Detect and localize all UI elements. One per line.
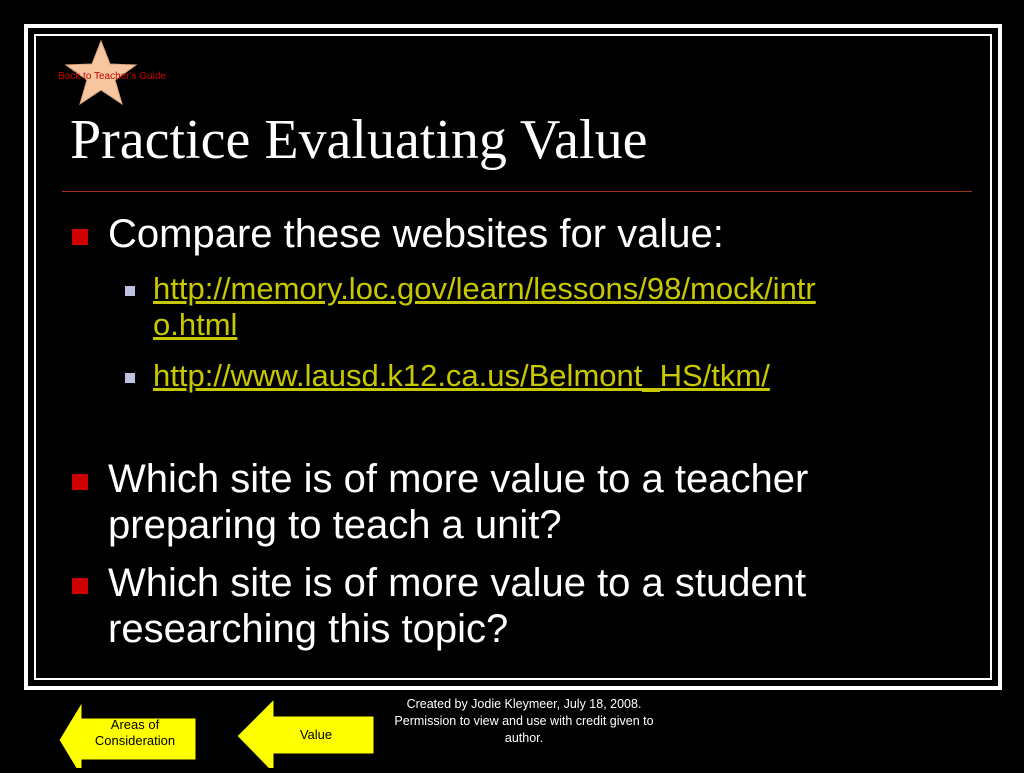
bullet-square-icon: [72, 578, 88, 594]
back-to-guide-link[interactable]: [58, 40, 166, 106]
link-lausd[interactable]: http://www.lausd.k12.ca.us/Belmont_HS/tkm/: [153, 358, 770, 393]
bullet-teacher: Which site is of more value to a teacher preparing to teach a unit?: [108, 456, 808, 548]
sub-bullet-icon: [125, 286, 135, 296]
value-label[interactable]: Value: [299, 727, 333, 742]
slide-title: Practice Evaluating Value: [70, 109, 648, 171]
bullet-text: Compare these websites for value:: [108, 212, 724, 256]
title-divider: [62, 191, 972, 192]
bullet-square-icon: [72, 229, 88, 245]
areas-label[interactable]: Areas of Consideration: [94, 717, 176, 748]
credit-text: Created by Jodie Kleymeer, July 18, 2008. Permission to view and use with credit given to author.: [394, 697, 654, 745]
sub-bullet-icon: [125, 373, 135, 383]
link-item-loc[interactable]: [153, 271, 816, 343]
link-item-lausd[interactable]: [153, 358, 770, 394]
back-to-guide-label[interactable]: Back to Teacher's Guide: [58, 71, 166, 82]
bullet-student: Which site is of more value to a student researching this topic?: [108, 560, 806, 652]
bullet-square-icon: [72, 474, 88, 490]
areas-of-consideration-button[interactable]: [58, 700, 198, 768]
bullet-compare: [108, 211, 724, 257]
link-loc[interactable]: http://memory.loc.gov/learn/lessons/98/mock/intr o.html: [153, 271, 816, 342]
value-button[interactable]: [236, 698, 376, 768]
